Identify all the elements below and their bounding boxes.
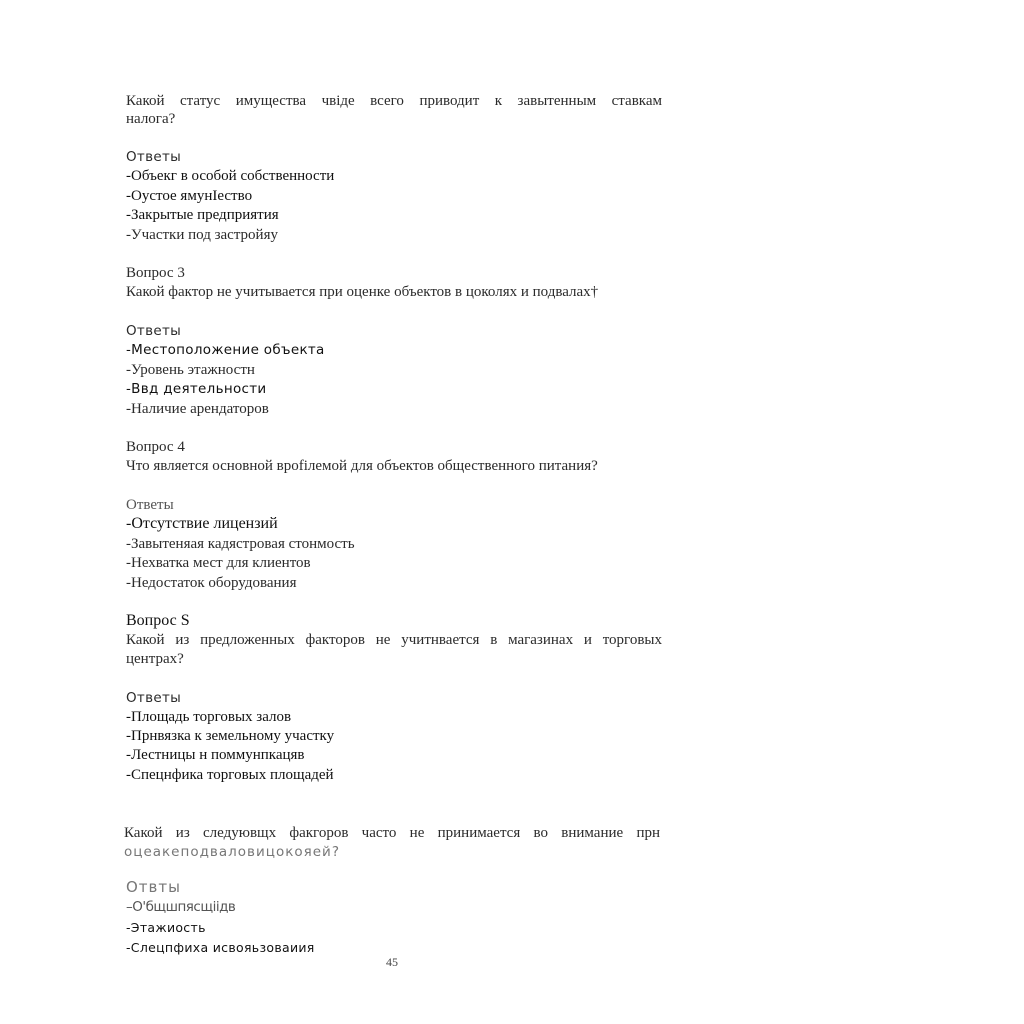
q5-answer-1: -Площадь торговых залов <box>126 709 292 725</box>
q3-answers-label: Ответы <box>126 323 182 339</box>
q4-title: Вопрос 4 <box>126 439 185 455</box>
q3-answer-4: -Наличие арендаторов <box>126 401 269 417</box>
q6-question-line2: оцеакеподваловицокояей? <box>124 844 340 860</box>
q5-answers-label: Ответы <box>126 690 182 706</box>
q5-question-line1: Какой из предложенных факторов не учитнвается в магазинах и торговых <box>126 632 662 648</box>
q3-question: Какой фактор не учитывается при оценке объектов в цоколях и подвалах† <box>126 284 599 300</box>
q5-title: Вопрос S <box>126 612 190 629</box>
q4-answers-label: Ответы <box>126 497 174 513</box>
q3-answer-2: -Уровень этажностн <box>126 362 255 378</box>
q2-question-line1: Какой статус имущества чвiде всего приводит к завытенным ставкам <box>126 93 662 109</box>
q4-answer-4: -Недостаток оборудования <box>126 575 297 591</box>
q6-answer-2: -Этажиость <box>126 920 206 935</box>
q2-answers-label: Ответы <box>126 149 182 165</box>
q4-answer-2: -Завытеняая кадястровая стонмость <box>126 536 355 552</box>
q4-answer-3: -Нехватка мест для клиентов <box>126 555 311 571</box>
q6-answer-1: –О'бщшпясщiiдв <box>126 899 236 915</box>
q4-answer-1: -Отсутствие лицензий <box>126 515 278 532</box>
q5-answer-3: -Лестницы н поммунпкацяв <box>126 747 305 763</box>
q3-title: Вопрос 3 <box>126 265 185 281</box>
q6-question-line1: Какой из следуювщх факгоров часто не принимается во внимание прн <box>124 825 660 841</box>
q5-answer-4: -Спецнфика торговых площадей <box>126 767 334 783</box>
q2-answer-1: -Объекг в особой собственности <box>126 168 335 184</box>
q2-answer-3: -Закрытые предприятия <box>126 207 279 223</box>
q5-question-line2: центрах? <box>126 651 184 667</box>
q4-question: Что является основной вроfiлемой для объектов общественного питания? <box>126 458 598 474</box>
q5-answer-2: -Прнвязка к земельному участку <box>126 728 335 744</box>
q6-answer-3: -Слецпфиха исвояьзоваиия <box>126 940 315 955</box>
q2-answer-4: -Участки под застройяу <box>126 227 278 243</box>
q2-answer-2: -Оустое ямунIество <box>126 188 253 204</box>
q3-answer-1: -Местоположение объекта <box>126 342 325 358</box>
q3-answer-3: -Ввд деятельности <box>126 381 267 397</box>
q6-answers-label: Отвты <box>126 878 181 896</box>
page-number: 45 <box>386 955 398 969</box>
q2-question-line2: налога? <box>126 111 176 127</box>
